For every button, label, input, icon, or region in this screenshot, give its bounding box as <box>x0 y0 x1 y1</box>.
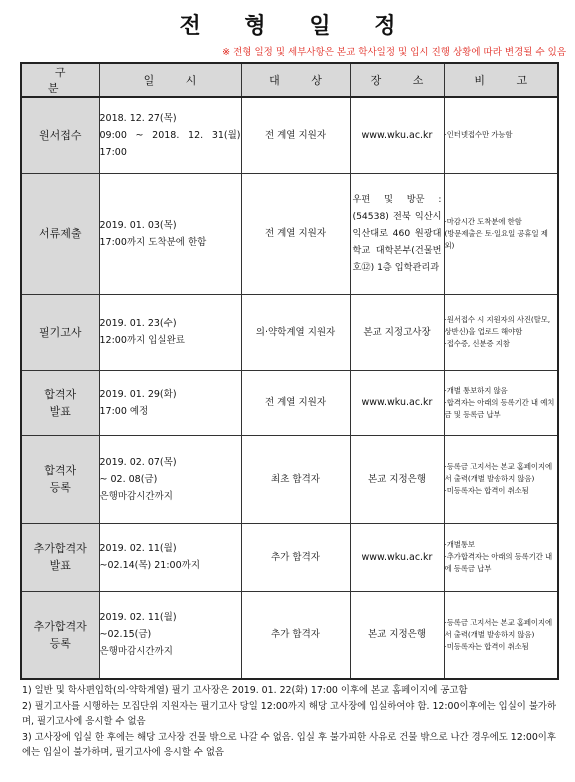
page-title: 전 형 일 정 <box>179 14 414 39</box>
row-notes: ·마감시간 도착분에 한함 (방문제출은 토·일요일 공휴일 제외) <box>444 173 558 294</box>
schedule-change-notice: ※ 전형 일정 및 세부사항은 본교 학사일정 및 입시 진행 상황에 따라 변경될 수 있음 <box>222 47 566 58</box>
row-target: 의·약학계열 지원자 <box>241 294 350 370</box>
row-datetime: 2019. 02. 07(목) ~ 02. 08(금) 은행마감시간까지 <box>99 435 241 523</box>
table-header-row <box>21 63 558 97</box>
footnote-3: 3) 고사장에 입실 한 후에는 해당 고사장 건물 밖으로 나갈 수 없음. 입실 후 불가피한 사유로 건물 밖으로 나간 경우에도 12:00이후에는 입실이 불가하며, 필기고사에 응시할 수 없음 <box>22 731 556 758</box>
row-notes: ·원서접수 시 지원자의 사진(탈모, 상반신)을 업로드 해야함 ·접수증, 신분증 지참 <box>444 294 558 370</box>
header-place: 장 소 <box>350 63 444 97</box>
row-category: 합격자 발표 <box>21 370 99 435</box>
row-datetime: 2019. 01. 03(목) 17:00까지 도착분에 한함 <box>99 173 241 294</box>
row-notes: ·인터넷접수만 가능함 <box>444 97 558 173</box>
row-target: 추가 합격자 <box>241 523 350 591</box>
row-category: 합격자 등록 <box>21 435 99 523</box>
header-target: 대 상 <box>241 63 350 97</box>
header-notes: 비 고 <box>444 63 558 97</box>
row-category: 추가합격자 발표 <box>21 523 99 591</box>
row-target: 추가 합격자 <box>241 591 350 679</box>
row-target: 전 계열 지원자 <box>241 97 350 173</box>
table-row <box>21 173 558 294</box>
table-row <box>21 435 558 523</box>
row-place: 본교 지정고사장 <box>350 294 444 370</box>
row-place: www.wku.ac.kr <box>350 523 444 591</box>
row-datetime: 2019. 01. 29(화) 17:00 예정 <box>99 370 241 435</box>
table-row <box>21 523 558 591</box>
row-place: 본교 지정은행 <box>350 435 444 523</box>
header-category: 구 분 <box>21 63 99 97</box>
admission-schedule-table <box>20 62 559 680</box>
row-category: 추가합격자 등록 <box>21 591 99 679</box>
row-datetime: 2018. 12. 27(목) 09:00 ~ 2018. 12. 31(월) 17:00 <box>99 97 241 173</box>
footnotes <box>22 683 562 761</box>
row-datetime: 2019. 02. 11(월) ~02.15(금) 은행마감시간까지 <box>99 591 241 679</box>
footnote-1: 1) 일반 및 학사편입학(의·약학계열) 필기 고사장은 2019. 01. 22(화) 17:00 이후에 본교 홈페이지에 공고함 <box>22 685 468 696</box>
header-datetime: 일 시 <box>99 63 241 97</box>
row-notes: ·등록금 고지서는 본교 홈페이지에서 출력(개별 발송하지 않음) ·미등록자는 합격이 취소됨 <box>444 435 558 523</box>
row-place: 본교 지정은행 <box>350 591 444 679</box>
row-datetime: 2019. 02. 11(월) ~02.14(목) 21:00까지 <box>99 523 241 591</box>
row-category: 원서접수 <box>21 97 99 173</box>
row-category: 필기고사 <box>21 294 99 370</box>
table-row <box>21 294 558 370</box>
row-place: www.wku.ac.kr <box>350 97 444 173</box>
table-row <box>21 370 558 435</box>
row-datetime: 2019. 01. 23(수) 12:00까지 입실완료 <box>99 294 241 370</box>
table-row <box>21 591 558 679</box>
row-target: 최초 합격자 <box>241 435 350 523</box>
row-category: 서류제출 <box>21 173 99 294</box>
row-target: 전 계열 지원자 <box>241 370 350 435</box>
row-notes: ·개별통보 ·추가합격자는 아래의 등록기간 내에 등록금 납부 <box>444 523 558 591</box>
row-notes: ·개별 통보하지 않음 ·합격자는 아래의 등록기간 내 예치금 및 등록금 납부 <box>444 370 558 435</box>
row-notes: ·등록금 고지서는 본교 홈페이지에서 출력(개별 발송하지 않음) ·미등록자는 합격이 취소됨 <box>444 591 558 679</box>
footnote-2: 2) 필기고사를 시행하는 모집단위 지원자는 필기고사 당일 12:00까지 해당 고사장에 입실하여야 함. 12:00이후에는 입실이 불가하며, 필기고사에 응시할 수 없음 <box>22 700 557 727</box>
row-place: 우편 및 방문 : (54538) 전북 익산시 익산대로 460 원광대학교 대학본부(건물번호⑫) 1층 입학관리과 <box>350 173 444 294</box>
row-target: 전 계열 지원자 <box>241 173 350 294</box>
row-place: www.wku.ac.kr <box>350 370 444 435</box>
table-row <box>21 97 558 173</box>
